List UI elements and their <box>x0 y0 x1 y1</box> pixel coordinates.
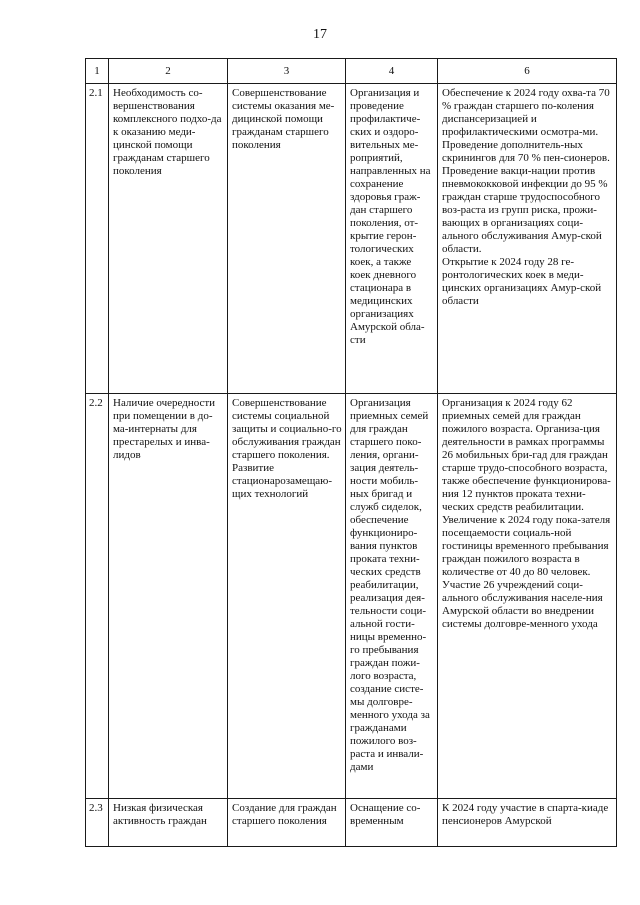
problem-cell: Низкая физическая активность граждан <box>109 799 228 847</box>
plan-table <box>85 58 617 847</box>
header-cell: 4 <box>346 59 438 84</box>
table-row <box>86 84 617 394</box>
goal-cell: Совершенствование системы оказания ме-дицинской помощи гражданам старшего поколения <box>228 84 346 394</box>
row-number: 2.2 <box>86 394 109 799</box>
results-cell: Обеспечение к 2024 году охва-та 70 % граждан старшего по-коления диспансеризацией и профилактическими осмотра-ми. Проведение дополнитель-ных скринингов для 70 % пен-сионеров. Проведение вакци-нации против пневмококковой инфекции до 95 % граждан старше трудоспособного воз-раста из групп риска, прожи-вающих в организациях соци-ального обслуживания Амур-ской области. Открытие к 2024 году 28 ге-ронтологических коек в меди-цинских организациях Амур-ской области <box>438 84 617 394</box>
measures-cell: Организация приемных семей для граждан старшего поко-ления, органи-зация деятель-ности мобиль-ных бригад и служб сиделок, обеспечение функциониро-вания пунктов проката техни-ческих средств реабилитации, реализация дея-тельности соци-альной гости-ницы временно-го пребывания граждан пожи-лого возраста, создание систе-мы долговре-менного ухода за гражданами пожилого воз-раста и инвали-дами <box>346 394 438 799</box>
goal-cell: Создание для граждан старшего поколения <box>228 799 346 847</box>
row-number: 2.1 <box>86 84 109 394</box>
header-cell: 1 <box>86 59 109 84</box>
page-number: 17 <box>313 27 327 42</box>
row-number: 2.3 <box>86 799 109 847</box>
table-row <box>86 394 617 799</box>
goal-cell: Совершенствование системы социальной защиты и социально-го обслуживания граждан старшего поколения. Развитие стационарозамещаю-щих технологий <box>228 394 346 799</box>
results-cell: К 2024 году участие в спарта-киаде пенсионеров Амурской <box>438 799 617 847</box>
header-cell: 6 <box>438 59 617 84</box>
table-row <box>86 799 617 847</box>
header-cell: 2 <box>109 59 228 84</box>
problem-cell: Необходимость со-вершенствования комплексного подхо-да к оказанию меди-цинской помощи гражданам старшего поколения <box>109 84 228 394</box>
header-row <box>86 59 617 84</box>
results-cell: Организация к 2024 году 62 приемных семей для граждан пожилого возраста. Организа-ция деятельности в рамках программы 26 мобильных бри-гад для граждан старше трудо-способного возраста, также обеспечение функционирова-ния 12 пунктов проката техни-ческих средств реабилитации. Увеличение к 2024 году пока-зателя посещаемости социаль-ной гостиницы временного пребывания граждан пожилого возраста в количестве от 40 до 80 человек. Участие 26 учреждений соци-ального обслуживания населе-ния Амурской области во внедрении системы долговре-менного ухода <box>438 394 617 799</box>
measures-cell: Организация и проведение профилактиче-ских и оздоро-вительных ме-роприятий, направленных на сохранение здоровья граж-дан старшего поколения, от-крытие герон-тологических коек, а также коек дневного стационара в медицинских организациях Амурской обла-сти <box>346 84 438 394</box>
measures-cell: Оснащение со-временным <box>346 799 438 847</box>
problem-cell: Наличие очередности при помещении в до-ма-интернаты для престарелых и инва-лидов <box>109 394 228 799</box>
header-cell: 3 <box>228 59 346 84</box>
